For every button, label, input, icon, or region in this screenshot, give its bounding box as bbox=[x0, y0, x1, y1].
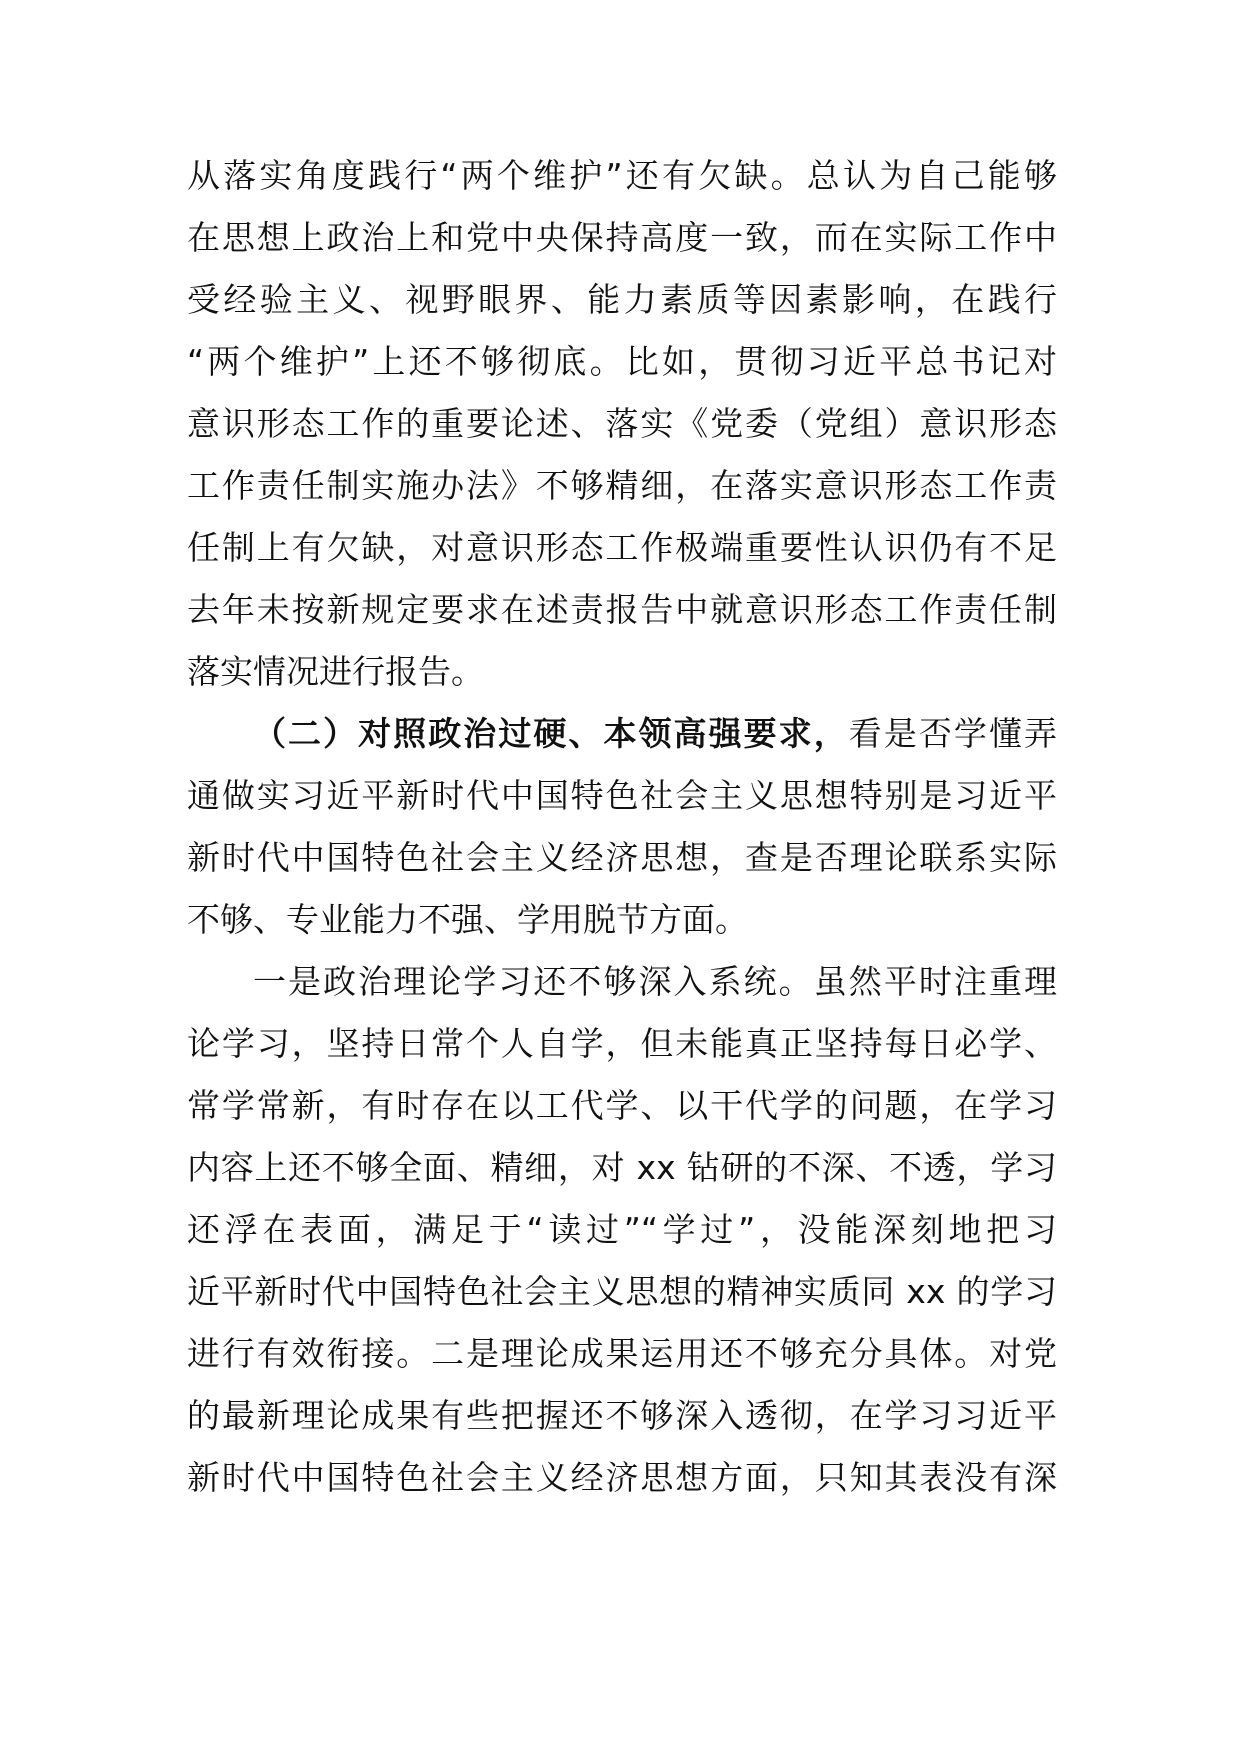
section-heading-continuation: 看是否学懂弄 bbox=[848, 714, 1058, 753]
paragraph-line: 近平新时代中国特色社会主义思想的精神实质同 xx 的学习 bbox=[187, 1272, 1057, 1311]
paragraph-line: 新时代中国特色社会主义经济思想方面，只知其表没有深 bbox=[187, 1458, 1057, 1497]
paragraph-line: 落实情况进行报告。 bbox=[187, 652, 484, 691]
paragraph-line: “两个维护”上还不够彻底。比如，贯彻习近平总书记对 bbox=[187, 342, 1057, 381]
paragraph-line: 的最新理论成果有些把握还不够深入透彻，在学习习近平 bbox=[187, 1396, 1057, 1435]
section-heading-line bbox=[253, 702, 1057, 766]
paragraph-line: 论学习，坚持日常个人自学，但未能真正坚持每日必学、 bbox=[187, 1024, 1057, 1063]
section-heading: （二）对照政治过硬、本领高强要求， bbox=[253, 714, 849, 753]
paragraph-line: 在思想上政治上和党中央保持高度一致，而在实际工作中 bbox=[187, 218, 1057, 257]
paragraph-line: 去年未按新规定要求在述责报告中就意识形态工作责任制 bbox=[187, 590, 1057, 629]
paragraph-first-line: 一是政治理论学习还不够深入系统。虽然平时注重理 bbox=[253, 962, 1057, 1001]
paragraph-line: 工作责任制实施办法》不够精细，在落实意识形态工作责 bbox=[187, 466, 1057, 505]
paragraph-line: 不够、专业能力不强、学用脱节方面。 bbox=[187, 900, 748, 939]
paragraph-line: 受经验主义、视野眼界、能力素质等因素影响，在践行 bbox=[187, 280, 1057, 319]
paragraph-line: 通做实习近平新时代中国特色社会主义思想特别是习近平 bbox=[187, 776, 1057, 815]
paragraph-line: 还浮在表面，满足于“读过”“学过”，没能深刻地把习 bbox=[187, 1210, 1057, 1249]
paragraph-line: 任制上有欠缺，对意识形态工作极端重要性认识仍有不足 bbox=[187, 528, 1057, 567]
paragraph-line: 新时代中国特色社会主义经济思想，查是否理论联系实际 bbox=[187, 838, 1057, 877]
paragraph-line: 意识形态工作的重要论述、落实《党委（党组）意识形态 bbox=[187, 404, 1057, 443]
paragraph-line: 常学常新，有时存在以工代学、以干代学的问题，在学习 bbox=[187, 1086, 1057, 1125]
paragraph-line: 从落实角度践行“两个维护”还有欠缺。总认为自己能够 bbox=[187, 156, 1057, 195]
paragraph-line: 进行有效衔接。二是理论成果运用还不够充分具体。对党 bbox=[187, 1334, 1057, 1373]
paragraph-line: 内容上还不够全面、精细，对 xx 钻研的不深、不透，学习 bbox=[187, 1148, 1057, 1187]
